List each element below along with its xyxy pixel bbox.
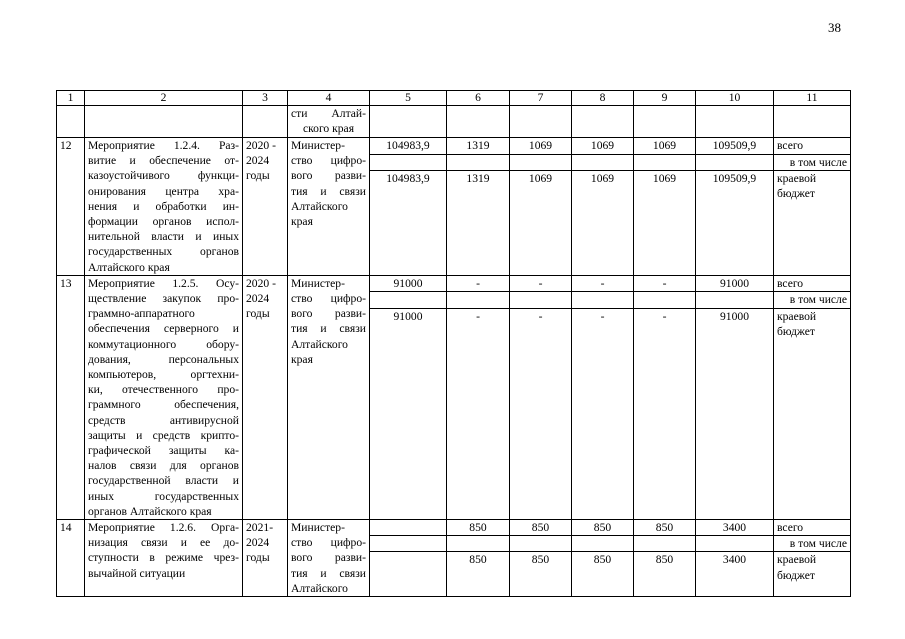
amount-cell-c5: 91000 <box>370 275 447 292</box>
source-label <box>774 171 851 276</box>
amount-cell-c8: - <box>572 275 634 292</box>
executor-line: Министер- <box>291 139 345 152</box>
empty-cell <box>370 536 447 552</box>
amount-cell-c6: - <box>447 275 510 292</box>
amount-cell-c5 <box>370 552 447 597</box>
empty-cell <box>696 536 774 552</box>
page-number: 38 <box>828 20 841 35</box>
activity-title-line: казоустойчивого функци- <box>88 169 239 183</box>
col-header: 10 <box>696 91 774 106</box>
activity-title-line: защиты и средств крипто- <box>88 428 239 442</box>
years-line: 2021- <box>246 521 274 535</box>
executor-cell <box>288 106 370 138</box>
executor-line: Алтайского <box>291 337 348 351</box>
activity-title-line: онирования центра хра- <box>88 184 239 198</box>
executor-line: Министер- <box>291 521 345 535</box>
executor-line: вого разви- <box>291 307 366 321</box>
amount-cell-c10: 109509,9 <box>696 138 774 155</box>
executor-line: Алтайского <box>291 199 348 213</box>
amount-cell-c6: 1319 <box>447 138 510 155</box>
activity-row-total <box>57 520 851 536</box>
activity-title-line: государственных органов <box>88 245 239 259</box>
amount-cell-c6: 850 <box>447 552 510 597</box>
col-header: 4 <box>288 91 370 106</box>
activity-title-line: низация связи и ее до- <box>88 536 239 550</box>
empty-cell <box>696 154 774 171</box>
empty-cell <box>510 292 572 309</box>
amount-cell-c6: 850 <box>447 520 510 536</box>
row-number: 14 <box>57 520 85 597</box>
amount-cell-c6: 1319 <box>447 171 510 276</box>
amount-cell-c9: 1069 <box>634 171 696 276</box>
years-cell <box>243 275 288 519</box>
empty-cell <box>634 154 696 171</box>
col-header: 8 <box>572 91 634 106</box>
executor-line: Алтайского <box>291 581 348 595</box>
executor-line: тия и связи <box>291 322 366 336</box>
activity-title-line: компьютеров, оргтехни- <box>88 368 239 382</box>
amount-cell-c9: - <box>634 308 696 519</box>
years-line: годы <box>246 551 270 565</box>
executor-line: края <box>291 215 313 229</box>
activity-title-line: вычайной ситуации <box>88 566 186 580</box>
executor-line: ство цифро- <box>291 154 366 168</box>
activity-title-line: Алтайского края <box>88 260 170 274</box>
executor-cell <box>288 138 370 276</box>
activity-title-line: Мероприятие 1.2.5. Осу- <box>88 276 239 290</box>
program-activities-table <box>56 90 851 597</box>
col-header: 7 <box>510 91 572 106</box>
amount-cell-c9: - <box>634 275 696 292</box>
activity-title-line: граммного обеспечения, <box>88 398 239 412</box>
activity-title-line: ки, отечественного про- <box>88 383 239 397</box>
source-label-line: краевой <box>777 309 817 323</box>
executor-line: вого разви- <box>291 551 366 565</box>
years-line: 2024 <box>246 292 270 306</box>
activity-title-line: государственной власти и <box>88 474 239 488</box>
activity-title-line: формации органов испол- <box>88 215 239 229</box>
amount-cell-c8: 1069 <box>572 171 634 276</box>
activity-title-line: средств антивирусной <box>88 413 239 427</box>
years-line: 2020 - <box>246 276 276 290</box>
source-label: всего <box>774 520 851 536</box>
activity-title-line: иных государственных <box>88 489 239 503</box>
source-label: в том числе <box>774 536 851 552</box>
activity-title-line: нения и обработки ин- <box>88 199 239 213</box>
activity-title-cell <box>85 275 243 519</box>
amount-cell-c7: 850 <box>510 520 572 536</box>
activity-row-total <box>57 275 851 292</box>
activity-title-line: Мероприятие 1.2.4. Раз- <box>88 139 239 152</box>
years-cell <box>243 520 288 597</box>
source-label: всего <box>774 138 851 155</box>
col-header: 9 <box>634 91 696 106</box>
amount-cell-c7: - <box>510 308 572 519</box>
amount-cell-c8: 850 <box>572 520 634 536</box>
years-line: 2020 - <box>246 139 276 152</box>
amount-cell-c7: - <box>510 275 572 292</box>
activity-title-cell <box>85 520 243 597</box>
empty-cell <box>696 292 774 309</box>
activity-title-line: Мероприятие 1.2.6. Орга- <box>88 521 239 535</box>
amount-cell-c10: 91000 <box>696 275 774 292</box>
source-label: в том числе <box>774 154 851 171</box>
activity-title-line: ществление закупок про- <box>88 292 239 306</box>
empty-cell <box>510 154 572 171</box>
activity-title-line: органов Алтайского края <box>88 504 212 518</box>
executor-cell <box>288 520 370 597</box>
amount-cell-c5: 104983,9 <box>370 138 447 155</box>
col-header: 2 <box>85 91 243 106</box>
activity-title-line: ступности в режиме чрез- <box>88 551 239 565</box>
amount-cell-c7: 1069 <box>510 171 572 276</box>
years-line: годы <box>246 169 270 183</box>
col-header: 11 <box>774 91 851 106</box>
empty-cell <box>634 292 696 309</box>
empty-cell <box>447 154 510 171</box>
row-number: 13 <box>57 275 85 519</box>
col-header: 6 <box>447 91 510 106</box>
activity-title-line: обеспечения серверного и <box>88 322 239 336</box>
activity-title-line: дования, персональных <box>88 352 239 366</box>
amount-cell-c5: 104983,9 <box>370 171 447 276</box>
column-number-row <box>57 91 851 106</box>
activity-title-line: граммно-аппаратного <box>88 307 195 321</box>
cell-line: ского края <box>302 122 355 136</box>
amount-cell-c10: 3400 <box>696 552 774 597</box>
activity-title-line: налов связи для органов <box>88 459 239 473</box>
activity-title-cell <box>85 138 243 276</box>
amount-cell-c8: 850 <box>572 552 634 597</box>
source-label <box>774 308 851 519</box>
empty-cell <box>370 292 447 309</box>
cell-line: сти Алтай- <box>291 107 366 120</box>
empty-cell <box>447 292 510 309</box>
source-label: всего <box>774 275 851 292</box>
years-line: 2024 <box>246 154 270 168</box>
source-label: в том числе <box>774 292 851 309</box>
amount-cell-c9: 850 <box>634 552 696 597</box>
source-label-line: бюджет <box>777 325 815 339</box>
amount-cell-c10: 109509,9 <box>696 171 774 276</box>
executor-line: ство цифро- <box>291 536 366 550</box>
empty-cell <box>572 292 634 309</box>
empty-cell <box>634 536 696 552</box>
source-label-line: краевой <box>777 553 817 567</box>
empty-cell <box>572 154 634 171</box>
empty-cell <box>572 536 634 552</box>
amount-cell-c9: 850 <box>634 520 696 536</box>
amount-cell-c5: 91000 <box>370 308 447 519</box>
executor-line: вого разви- <box>291 169 366 183</box>
years-cell <box>243 138 288 276</box>
source-label <box>774 552 851 597</box>
executor-line: края <box>291 352 313 366</box>
activity-title-line: витие и обеспечение от- <box>88 154 239 168</box>
col-header: 5 <box>370 91 447 106</box>
executor-line: тия и связи <box>291 184 366 198</box>
years-line: годы <box>246 307 270 321</box>
source-label-line: бюджет <box>777 187 815 201</box>
years-line: 2024 <box>246 536 270 550</box>
col-header: 1 <box>57 91 85 106</box>
executor-line: ство цифро- <box>291 292 366 306</box>
activity-row-total <box>57 138 851 155</box>
amount-cell-c5 <box>370 520 447 536</box>
amount-cell-c8: - <box>572 308 634 519</box>
row-number: 12 <box>57 138 85 276</box>
executor-line: тия и связи <box>291 566 366 580</box>
col-header: 3 <box>243 91 288 106</box>
empty-cell <box>447 536 510 552</box>
activity-title-line: нительной власти и иных <box>88 230 239 244</box>
amount-cell-c9: 1069 <box>634 138 696 155</box>
activity-title-line: графической защиты ка- <box>88 444 239 458</box>
source-label-line: краевой <box>777 172 817 186</box>
amount-cell-c8: 1069 <box>572 138 634 155</box>
amount-cell-c10: 3400 <box>696 520 774 536</box>
amount-cell-c7: 850 <box>510 552 572 597</box>
activity-title-line: коммутационного обору- <box>88 337 239 351</box>
executor-line: Министер- <box>291 276 345 290</box>
amount-cell-c7: 1069 <box>510 138 572 155</box>
empty-cell <box>510 536 572 552</box>
continuation-row <box>57 106 851 138</box>
amount-cell-c10: 91000 <box>696 308 774 519</box>
executor-cell <box>288 275 370 519</box>
empty-cell <box>370 154 447 171</box>
source-label-line: бюджет <box>777 568 815 582</box>
amount-cell-c6: - <box>447 308 510 519</box>
